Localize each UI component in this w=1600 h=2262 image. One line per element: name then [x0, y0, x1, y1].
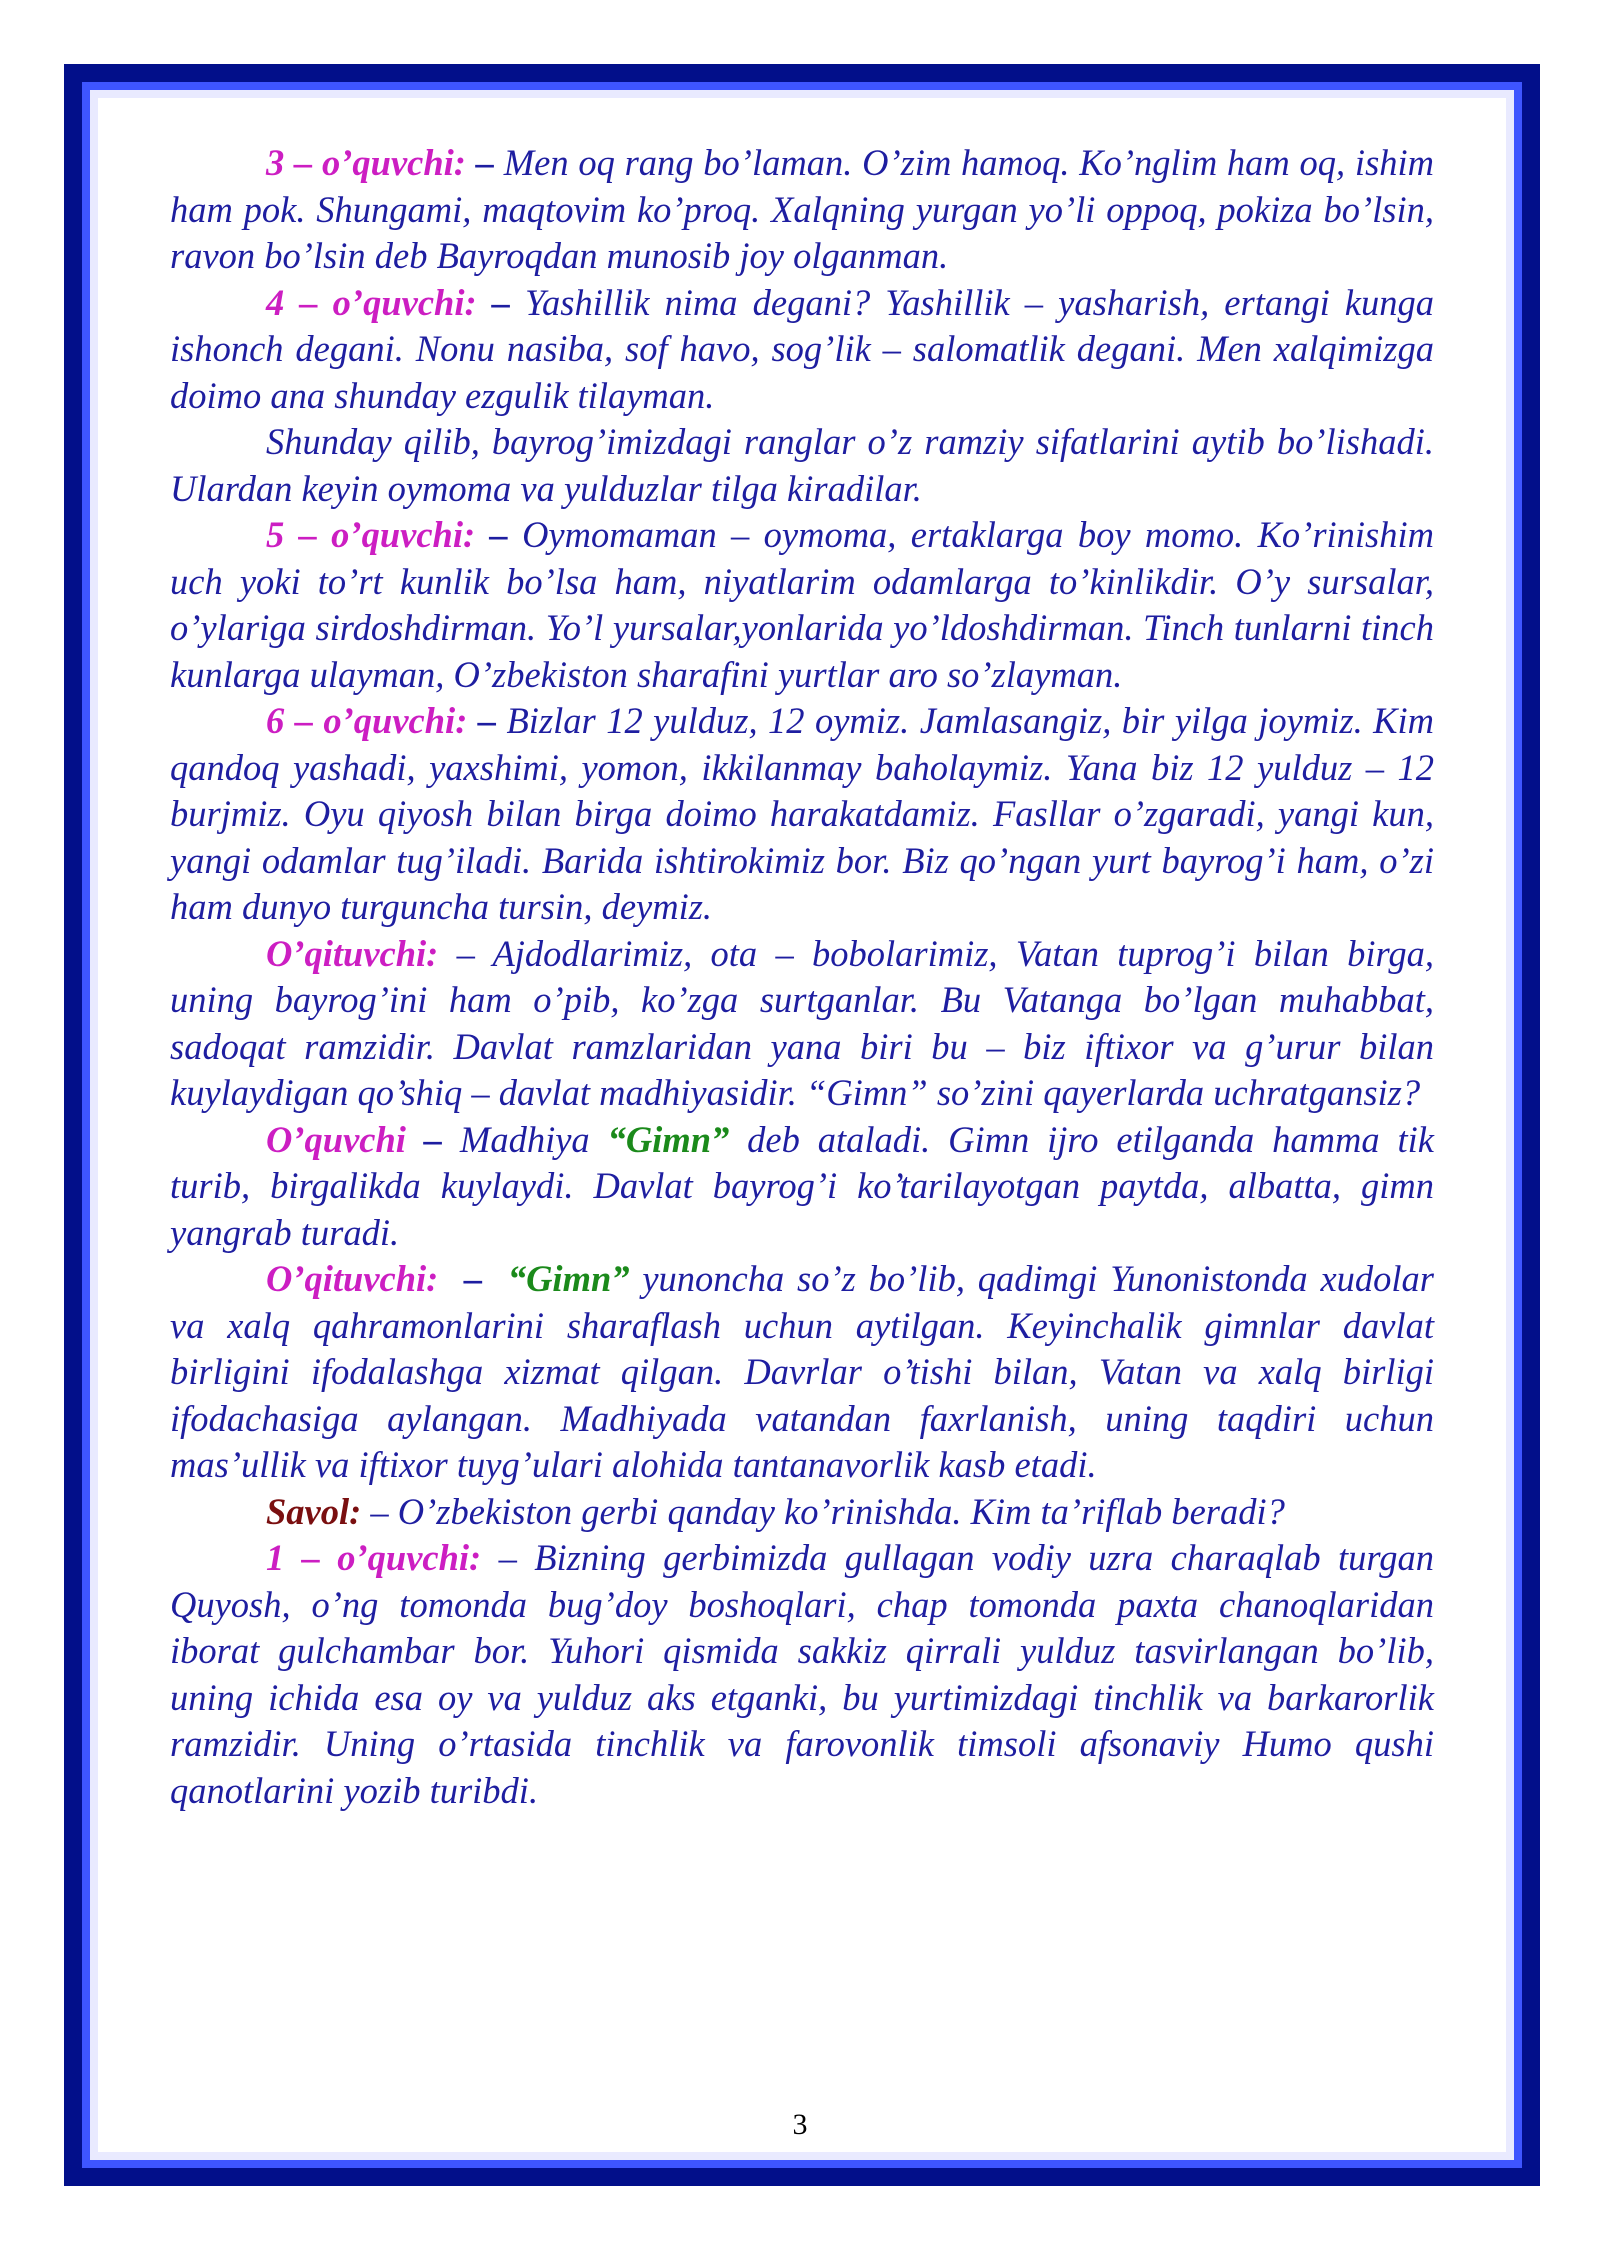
speech-dash: – [463, 1258, 483, 1299]
paragraph-text: Madhiya [442, 1118, 608, 1160]
highlight-word: “Gimn” [607, 1118, 730, 1160]
paragraph-student-6 [170, 698, 1434, 931]
paragraph-student-1 [170, 1535, 1434, 1814]
paragraph-text: Men oq rang bo’laman. O’zim hamoq. Ko’nglim ham oq, ishim ham pok. Shungami, maqtovim ko’proq. Xalqning yurgan yo’li oppoq, pokiza bo’lsin, ravon bo’lsin deb Bayroqdan munosib joy olganman. [170, 142, 1435, 276]
speaker-label: 5 – o’quvchi: [266, 514, 476, 555]
paragraph-text: yunoncha so’z bo’lib, qadimgi Yunonistonda xudolar va xalq qahramonlarini sharaflash uchun aytilgan. Keyinchalik gimnlar davlat birligini ifodalashga xizmat qilgan. Davrlar o’tishi bilan, Vatan va xalq birligi ifodachasiga aylangan. Madhiyada vatandan faxrlanish, uning taqdiri uchun mas’ullik va iftixor tuyg’ulari alohida tantanavorlik kasb etadi. [170, 1258, 1434, 1485]
document-body [170, 140, 1434, 1814]
paragraph-text: Oymomaman – oymoma, ertaklarga boy momo. Ko’rinishim uch yoki to’rt kunlik bo’lsa ham, niyatlarim odamlarga to’kinlikdir. O’y sursalar, o’ylariga sirdoshdirman. Yo’l yursalar,yonlarida yo’ldoshdirman. Tinch tunlarni tinch kunlarga ulayman, O’zbekiston sharafini yurtlar aro so’zlayman. [170, 514, 1435, 695]
paragraph-student-5 [170, 512, 1434, 698]
speech-dash: – [491, 281, 510, 323]
speech-dash: – [456, 932, 475, 974]
paragraph-text: Bizning gerbimizda gullagan vodiy uzra charaqlab turgan Quyosh, o’ng tomonda bug’doy boshoqlari, chap tomonda paxta chanoqlaridan iborat gulchambar bor. Yuhori qismida sakkiz qirrali yulduz tasvirlangan bo’lib, uning ichida esa oy va yulduz aks etganki, bu yurtimizdagi tinchlik va barkarorlik ramzidir. Uning o’rtasida tinchlik va farovonlik timsoli afsonaviy Humo qushi qanotlarini yozib turibdi. [170, 1537, 1434, 1811]
speaker-label: O’quvchi [266, 1118, 406, 1160]
speech-dash: – [423, 1118, 443, 1160]
speaker-label: 1 – o’quvchi: [266, 1537, 482, 1578]
paragraph-student-3 [170, 140, 1434, 280]
speech-dash: – [370, 1490, 389, 1532]
paragraph-text: O’zbekiston gerbi qanday ko’rinishda. Kim ta’riflab beradi? [388, 1490, 1285, 1532]
speaker-label: O’qituvchi: [266, 1258, 439, 1299]
paragraph-text: Shunday qilib, bayrog’imizdagi ranglar o’z ramziy sifatlarini aytib bo’lishadi. Ulardan keyin oymoma va yulduzlar tilga kiradilar. [170, 421, 1434, 509]
paragraph-text: Ajdodlarimiz, ota – bobolarimiz, Vatan tuprog’i bilan birga, uning bayrog’ini ham o’pib, ko’zga surtganlar. Bu Vatanga bo’lgan muhabbat, sadoqat ramzidir. Davlat ramzlaridan yana biri bu – biz iftixor va g’urur bilan kuylaydigan qo’shiq – davlat madhiyasidir. “Gimn” so’zini qayerlarda uchratgansiz? [170, 932, 1434, 1113]
paragraph-narration [170, 419, 1434, 512]
paragraph-text: deb ataladi. Gimn ijro etilganda hamma tik turib, birgalikda kuylaydi. Davlat bayrog’i ko’tarilayotgan paytda, albatta, gimn yangrab turadi. [170, 1118, 1435, 1253]
speaker-label: 3 – o’quvchi: [266, 142, 466, 183]
paragraph-question [170, 1489, 1434, 1536]
speech-dash: – [475, 142, 494, 183]
paragraph-student-answer [170, 1117, 1434, 1257]
speech-dash: – [477, 700, 497, 741]
page-number: 3 [792, 2108, 808, 2141]
speaker-label: 4 – o’quvchi: [266, 281, 477, 323]
speech-dash: – [498, 1537, 517, 1578]
speaker-label: O’qituvchi: [266, 932, 439, 974]
highlight-word: “Gimn” [507, 1258, 630, 1299]
paragraph-student-4 [170, 280, 1434, 420]
paragraph-text: Bizlar 12 yulduz, 12 oymiz. Jamlasangiz, bir yilga joymiz. Kim qandoq yashadi, yaxshimi, yomon, ikkilanmay baholaymiz. Yana biz 12 yulduz – 12 burjmiz. Oyu qiyosh bilan birga doimo harakatdamiz. Fasllar o’zgaradi, yangi kun, yangi odamlar tug’iladi. Barida ishtirokimiz bor. Biz qo’ngan yurt bayrog’i ham, o’zi ham dunyo turguncha tursin, deymiz. [170, 700, 1434, 927]
speaker-label: 6 – o’quvchi: [266, 700, 468, 741]
speaker-label: Savol: [266, 1490, 362, 1532]
paragraph-teacher-2 [170, 1256, 1434, 1489]
paragraph-text: Yashillik nima degani? Yashillik – yasharish, ertangi kunga ishonch degani. Nonu nasiba, sof havo, sog’lik – salomatlik degani. Men xalqimizga doimo ana shunday ezgulik tilayman. [170, 281, 1435, 416]
speech-dash: – [489, 514, 508, 555]
paragraph-teacher-1 [170, 931, 1434, 1117]
